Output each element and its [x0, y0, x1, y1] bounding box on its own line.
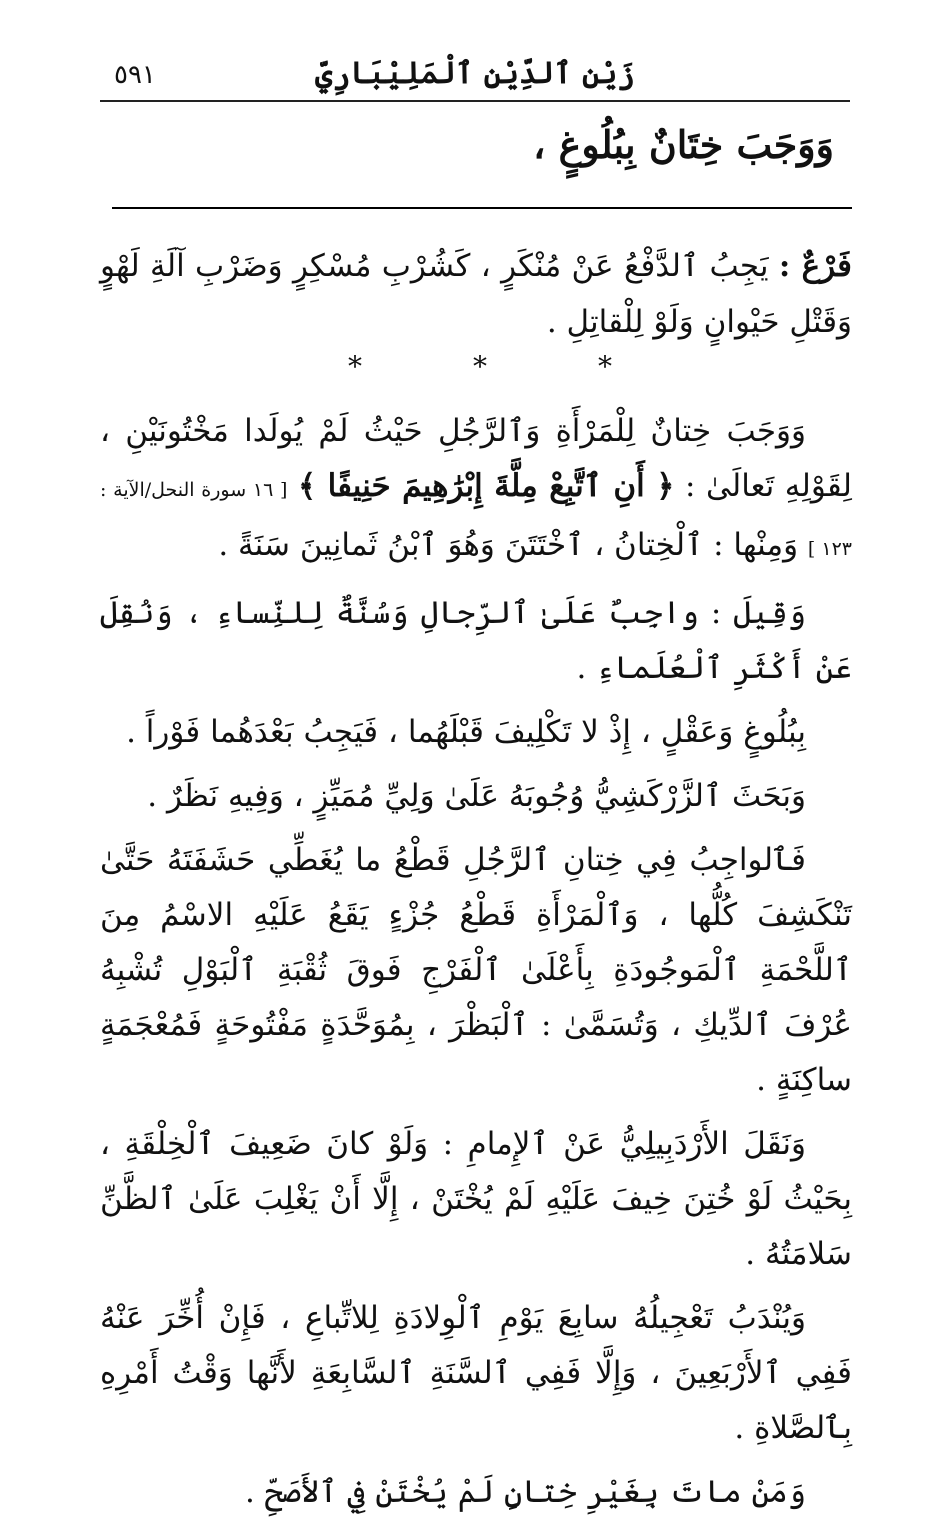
- far-note: [100, 238, 852, 350]
- paragraph: [100, 1465, 852, 1520]
- separator-star: *: [473, 350, 487, 383]
- paragraph: [100, 833, 852, 1108]
- paragraph-text: وَيُنْدَبُ تَعْجِيلُهُ سابِعَ يَوْمِ ٱلْوِلادَةِ لِلاتِّباعِ ، فَإِنْ أُخِّرَ عَنْهُ فَفِي ٱلأَرْبَعِينَ ، وَإِلَّا فَفِي ٱلسَّنَةِ ٱلسَّابِعَةِ لأَنَّها وَقْتُ أَمْرِهِ بِٱلصَّلاةِ .: [100, 1300, 852, 1446]
- paragraph: [100, 586, 852, 696]
- page-number: ٥٩١: [114, 60, 156, 90]
- verse-citation: [ ١٦ سورة النحل/الآية : ١٢٣ ]: [100, 479, 852, 560]
- paragraph: [100, 1117, 852, 1282]
- header-rule: [100, 100, 850, 102]
- paragraph-text: وَوَجَبَ خِتانٌ لِلْمَرْأَةِ وَٱلرَّجُلِ حَيْثُ لَمْ يُولَدا مَخْتُونَيْنِ ، لِقَوْلِهِ تَعالَىٰ :: [100, 413, 852, 504]
- paragraph-text: وَمِنْها : ٱلْخِتانُ ، ٱخْتَتَنَ وَهُوَ ٱبْنُ ثَمانِينَ سَنَةً .: [218, 527, 799, 563]
- paragraph-text: بِبُلُوغٍ وَعَقْلٍ ، إِذْ لا تَكْلِيفَ قَبْلَهُما ، فَيَجِبُ بَعْدَهُما فَوْراً .: [126, 714, 806, 750]
- section-divider: [112, 207, 852, 209]
- paragraph-text: وَنَقَلَ الأَرْدَبِيلِيُّ عَنْ ٱلإِمامِ : وَلَوْ كانَ ضَعِيفَ ٱلْخِلْقَةِ ، بِحَيْثُ لَوْ خُتِنَ خِيفَ عَلَيْهِ لَمْ يُخْتَنْ ، إِلَّا أَنْ يَغْلِبَ عَلَىٰ ٱلظَّنِّ سَلامَتُهُ .: [100, 1126, 852, 1272]
- paragraph-text: وَبَحَثَ ٱلزَّرْكَشِيُّ وُجُوبَهُ عَلَىٰ وَلِيِّ مُمَيِّزٍ ، وَفِيهِ نَظَرٌ .: [147, 778, 806, 814]
- paragraph: [100, 404, 852, 577]
- commentary-body: [100, 404, 852, 1529]
- paragraph-text: فَٱلواجِبُ فِي خِتانِ ٱلرَّجُلِ قَطْعُ ما يُغَطِّي حَشَفَتَهُ حَتَّىٰ تَنْكَشِفَ كُلُّها ، وَٱلْمَرْأَةِ قَطْعُ جُزْءٍ يَقَعُ عَلَيْهِ الاسْمُ مِنَ ٱللَّحْمَةِ ٱلْمَوجُودَةِ بِأَعْلَىٰ ٱلْفَرْجِ فَوقَ ثُقْبَةِ ٱلْبَوْلِ تُشْبِهُ عُرْفَ ٱلدِّيكِ ، وَتُسَمَّىٰ : ٱلْبَظْرَ ، بِمُوَحَّدَةٍ مَفْتُوحَةٍ فَمُعْجَمَةٍ ساكِنَةٍ .: [100, 842, 852, 1098]
- page-header: [100, 52, 850, 102]
- separator-star: *: [598, 350, 612, 383]
- paragraph-text: وَمَنْ ماتَ بِغَيْرِ خِتانٍ لَمْ يُخْتَنْ فِي ٱلأَصَحِّ .: [245, 1474, 806, 1510]
- paragraph: [100, 1291, 852, 1456]
- far-label: فَرْعٌ :: [778, 248, 852, 284]
- quran-verse: ﴿ أَنِ ٱتَّبِعْ مِلَّةَ إِبْرَٰهِيمَ حَنِيفًا ﴾: [298, 468, 675, 504]
- paragraph: [100, 769, 852, 824]
- matn-line: وَوَجَبَ خِتَانٌ بِبُلُوغٍ ،: [533, 122, 834, 167]
- far-text: يَجِبُ ٱلدَّفْعُ عَنْ مُنْكَرٍ ، كَشُرْبِ مُسْكِرٍ وَضَرْبِ آلَةِ لَهْوٍ وَقَتْلِ حَيْوانٍ وَلَوْ لِلْقاتِلِ .: [100, 248, 852, 340]
- paragraph-text: وَقِيلَ : واجِبٌ عَلَىٰ ٱلرِّجالِ وَسُنَّةٌ لِلنِّساءِ ، وَنُقِلَ عَنْ أَكْثَرِ ٱلْعُلَماءِ .: [100, 595, 852, 686]
- separator-star: *: [348, 350, 362, 383]
- running-head: زَيْن ٱلدِّيْنِ ٱلْمَلِيْبَارِيّ: [315, 56, 635, 91]
- paragraph: [100, 705, 852, 760]
- star-separator: [340, 350, 620, 383]
